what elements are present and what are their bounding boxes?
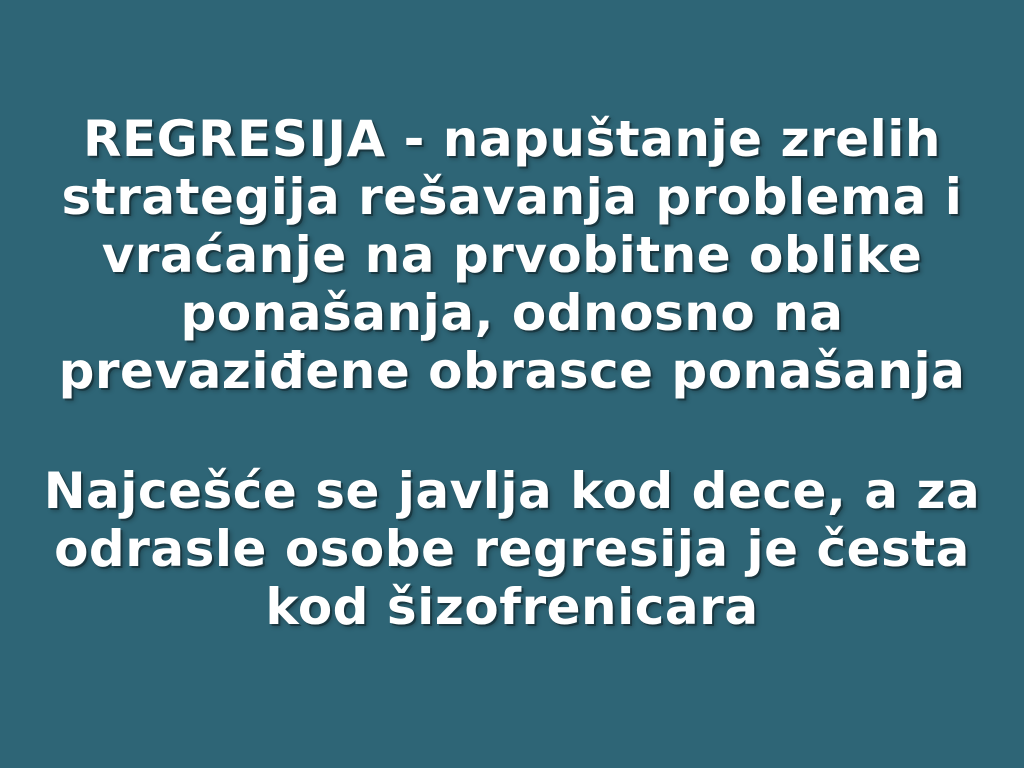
slide-paragraph-secondary: Najcešće se javlja kod dece, a za odrasle osobe regresija je česta kod šizofrenicara xyxy=(43,462,981,636)
slide-paragraph-primary: REGRESIJA - napuštanje zrelih strategija rešavanja problema i vraćanje na prvobitne oblike ponašanja, odnosno na prevaziđene obrasce ponašanja xyxy=(58,110,966,400)
